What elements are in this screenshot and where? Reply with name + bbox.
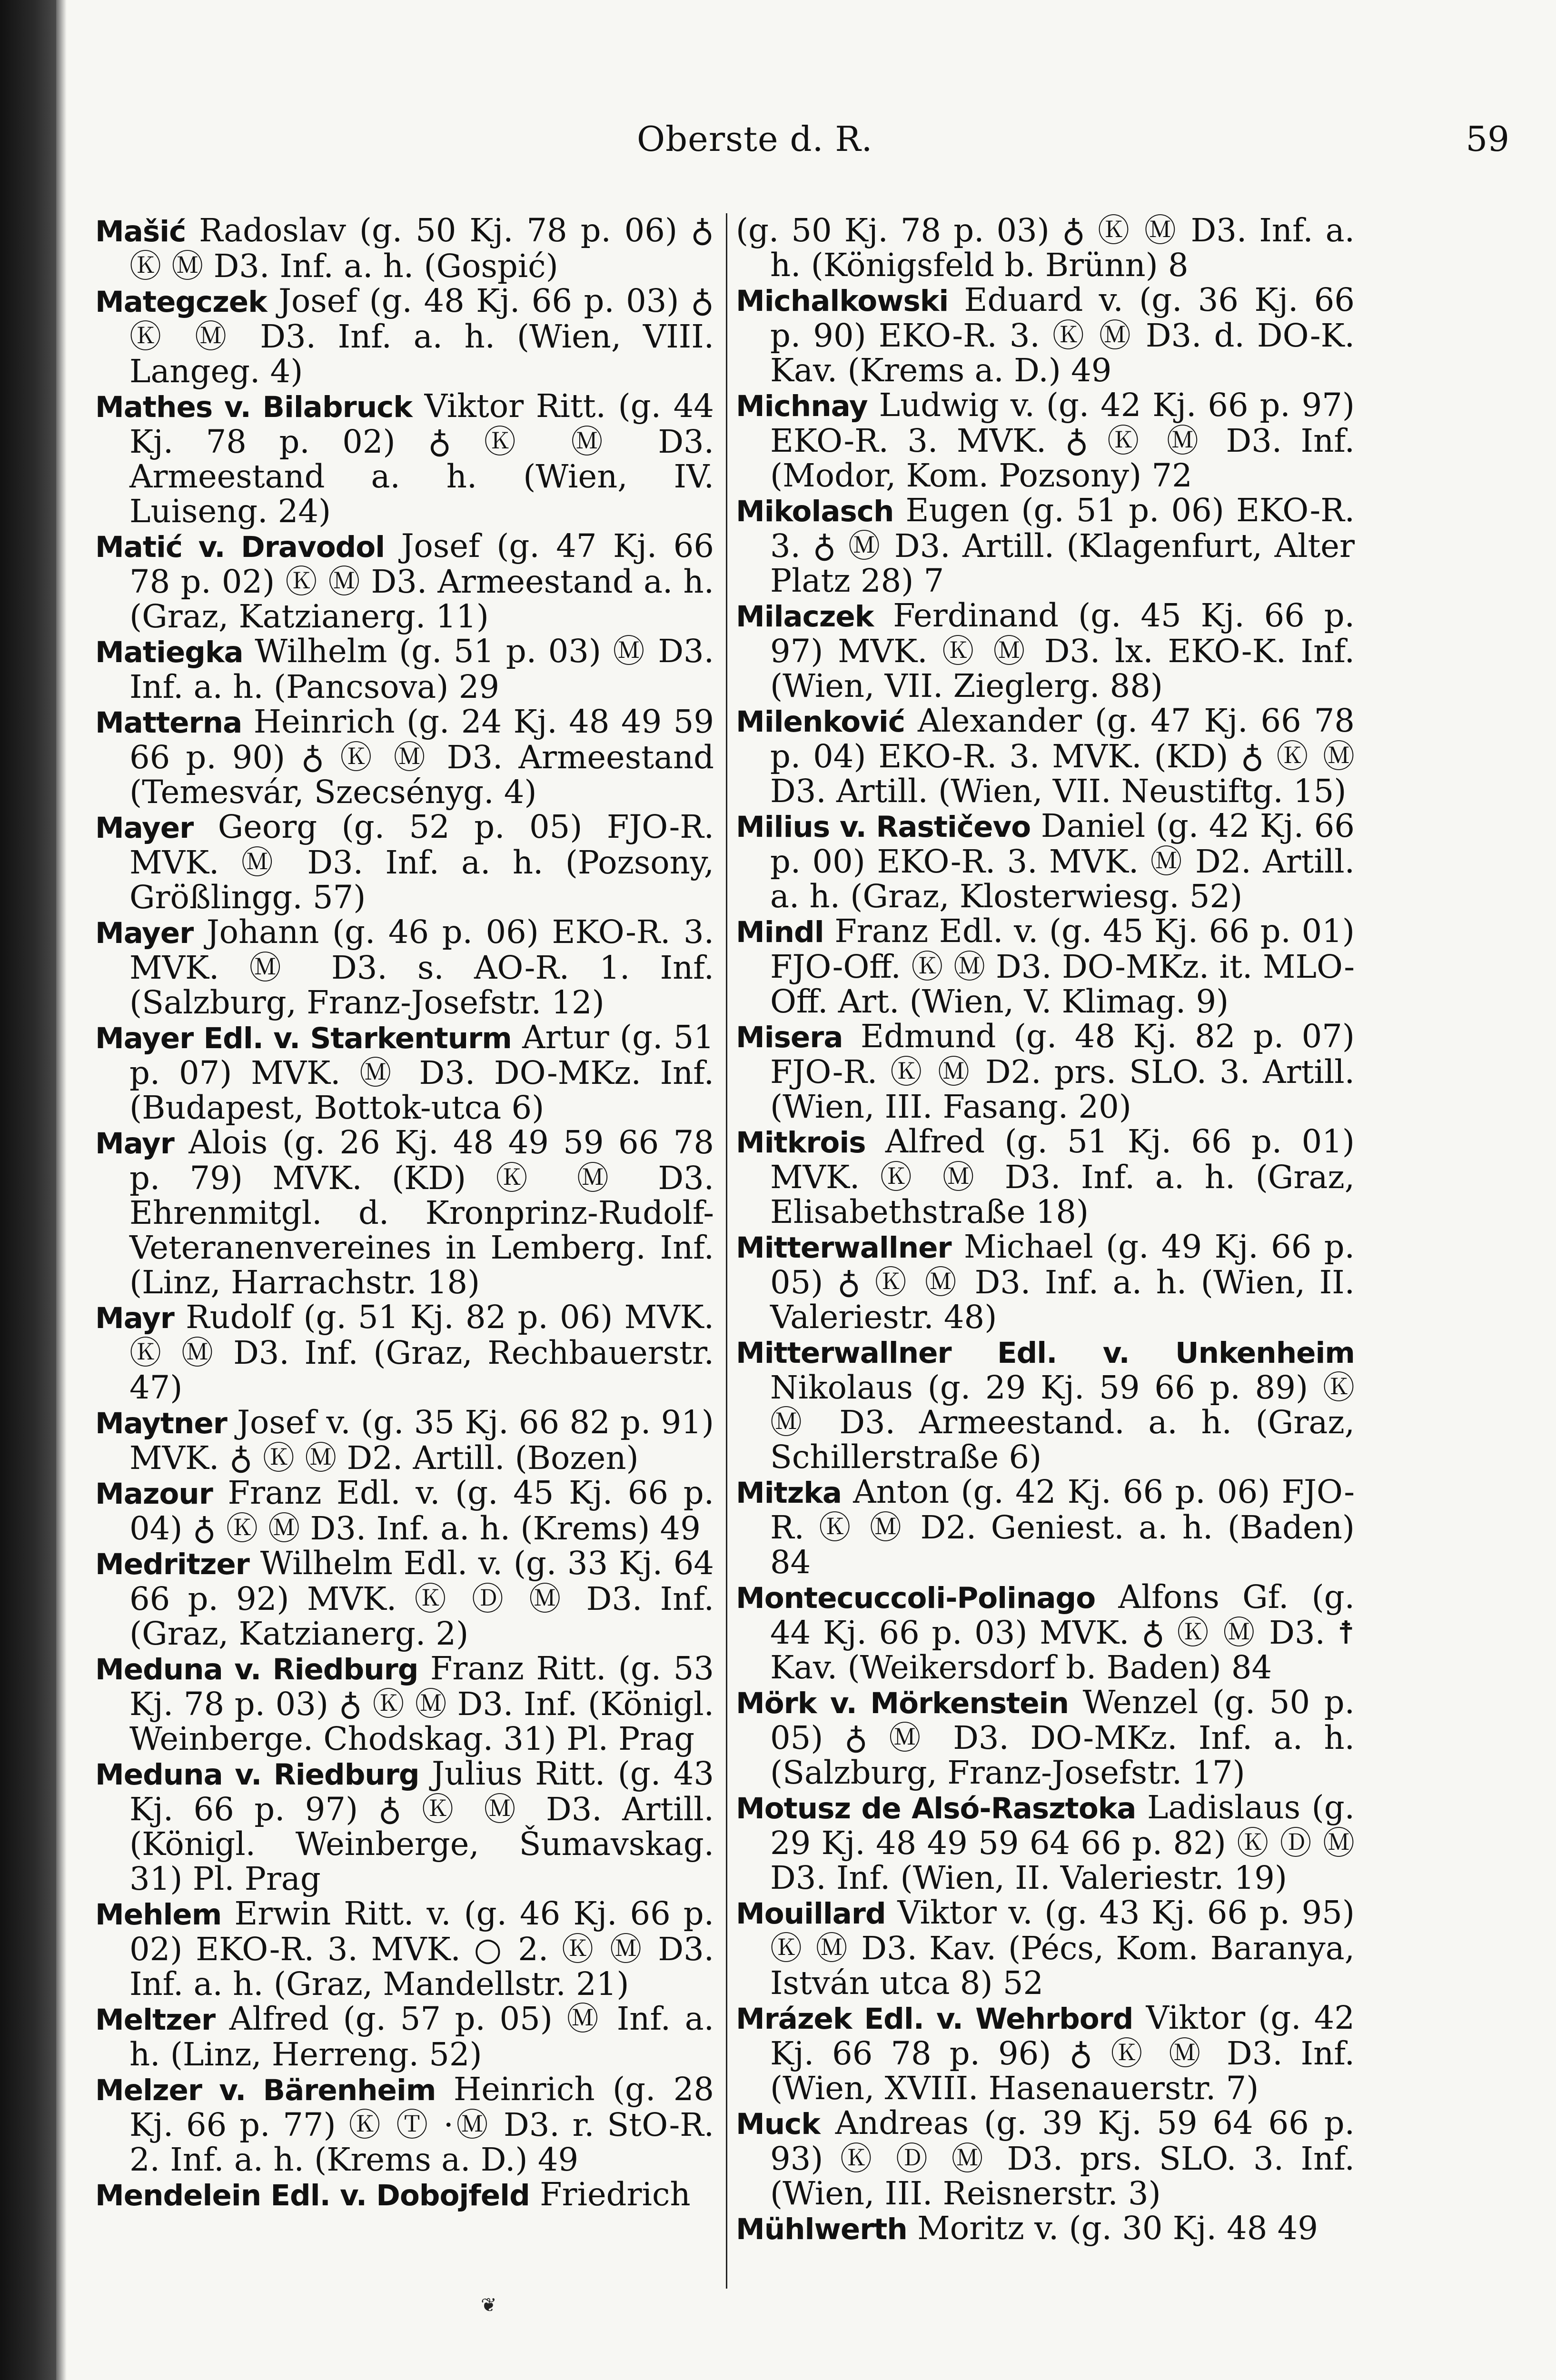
entry-name: Montecuccoli-Polinago <box>736 1581 1096 1615</box>
entry-name: Mehlem <box>95 1898 222 1932</box>
directory-entry <box>95 1125 714 1300</box>
entry-name: Maytner <box>95 1407 227 1440</box>
entry-name: Meduna v. Riedburg <box>95 1653 418 1686</box>
entry-name: Melzer v. Bärenheim <box>95 2073 436 2107</box>
entry-details: Ludwig v. (g. 42 Kj. 66 p. 97) EKO-R. 3. MVK. ♁ Ⓚ Ⓜ D3. Inf. (Modor, Kom. Pozsony) 72 <box>770 387 1355 494</box>
entry-details: Ferdinand (g. 45 Kj. 66 p. 97) MVK. Ⓚ Ⓜ D3. lx. EKO-K. Inf. (Wien, VII. Zieglerg. 88) <box>770 597 1355 704</box>
entry-details: Viktor v. (g. 43 Kj. 66 p. 95) Ⓚ Ⓜ D3. Kav. (Pécs, Kom. Baranya, István utca 8) 52 <box>770 1894 1355 2002</box>
entry-details: Georg (g. 52 p. 05) FJO-R. MVK. Ⓜ D3. Inf. a. h. (Pozsony, Größlingg. 57) <box>129 808 714 916</box>
directory-entry <box>736 1230 1355 1335</box>
entry-details: Viktor Ritt. (g. 44 Kj. 78 p. 02) ♁ Ⓚ Ⓜ D3. Armeestand a. h. (Wien, IV. Luiseng. 24) <box>129 387 714 530</box>
entry-details: Franz Edl. v. (g. 45 Kj. 66 p. 04) ♁ Ⓚ Ⓜ D3. Inf. a. h. (Krems) 49 <box>129 1474 714 1547</box>
directory-entry <box>95 634 714 704</box>
directory-entry <box>736 1019 1355 1124</box>
entry-details: Rudolf (g. 51 Kj. 82 p. 06) MVK. Ⓚ Ⓜ D3. Inf. (Graz, Rechbauerstr. 47) <box>129 1299 714 1406</box>
left-column <box>95 213 714 2213</box>
entry-details: Daniel (g. 42 Kj. 66 p. 00) EKO-R. 3. MVK. Ⓜ D2. Artill. a. h. (Graz, Klosterwiesg. 52) <box>770 807 1355 915</box>
entry-name: Milaczek <box>736 600 874 634</box>
page-number: 59 <box>1466 119 1509 159</box>
directory-entry <box>736 1124 1355 1230</box>
entry-details: Radoslav (g. 50 Kj. 78 p. 06) ♁ Ⓚ Ⓜ D3. Inf. a. h. (Gospić) <box>129 212 714 285</box>
entry-name: Mitterwallner Edl. v. Unkenheim <box>736 1336 1355 1370</box>
directory-entry <box>95 389 714 529</box>
entry-name: Mayer Edl. v. Starkenturm <box>95 1021 512 1055</box>
entry-details: Alfons Gf. (g. 44 Kj. 66 p. 03) MVK. ♁ Ⓚ Ⓜ D3. ☨ Kav. (Weikersdorf b. Baden) 84 <box>770 1578 1355 1686</box>
directory-entry <box>736 1475 1355 1580</box>
entry-name: Mikolasch <box>736 495 894 528</box>
entry-details: Wilhelm Edl. v. (g. 33 Kj. 64 66 p. 92) MVK. Ⓚ Ⓓ Ⓜ D3. Inf. (Graz, Katzianerg. 2) <box>129 1545 714 1652</box>
entry-name: Mindl <box>736 915 824 949</box>
directory-entry <box>736 704 1355 809</box>
directory-entry <box>736 809 1355 914</box>
directory-entry <box>736 2106 1355 2211</box>
entry-name: Meduna v. Riedburg <box>95 1758 419 1792</box>
entry-name: Misera <box>736 1021 843 1054</box>
directory-entry <box>736 1580 1355 1685</box>
entry-name: Mayer <box>95 811 194 845</box>
entry-name: Mitkrois <box>736 1126 866 1160</box>
entry-name: Mayr <box>95 1301 174 1335</box>
directory-entry <box>736 1790 1355 1895</box>
entry-name: Michnay <box>736 389 868 423</box>
entry-name: Matiegka <box>95 635 243 669</box>
entry-details: Josef v. (g. 35 Kj. 66 82 p. 91) MVK. ♁ Ⓚ Ⓜ D2. Artill. (Bozen) <box>129 1404 714 1477</box>
entry-name: Mitterwallner <box>736 1231 951 1265</box>
right-column <box>736 213 1355 2247</box>
directory-entry <box>95 915 714 1020</box>
entry-details: Friedrich <box>529 2176 691 2213</box>
entry-name: Motusz de Alsó-Rasztoka <box>736 1792 1136 1825</box>
entry-name: Mayr <box>95 1127 174 1160</box>
directory-entry <box>736 1895 1355 2001</box>
directory-entry <box>95 1651 714 1756</box>
entry-name: Mühlwerth <box>736 2212 907 2246</box>
entry-details: Wenzel (g. 50 p. 05) ♁ Ⓜ D3. DO-MKz. Inf. a. h. (Salzburg, Franz-Josefstr. 17) <box>770 1684 1355 1791</box>
directory-entry <box>95 284 714 389</box>
entry-name: Matić v. Dravodol <box>95 530 385 564</box>
entry-details: Anton (g. 42 Kj. 66 p. 06) FJO-R. Ⓚ Ⓜ D2. Geniest. a. h. (Baden) 84 <box>770 1473 1355 1581</box>
directory-entry <box>95 1300 714 1405</box>
entry-details: Andreas (g. 39 Kj. 59 64 66 p. 93) Ⓚ Ⓓ Ⓜ D3. prs. SLO. 3. Inf. (Wien, III. Reisnerstr. 3) <box>770 2104 1355 2212</box>
directory-entry <box>95 810 714 915</box>
page-header <box>95 119 1556 176</box>
directory-entry <box>736 283 1355 388</box>
entry-details: Alfred (g. 51 Kj. 66 p. 01) MVK. Ⓚ Ⓜ D3. Inf. a. h. (Graz, Elisabethstraße 18) <box>770 1123 1355 1230</box>
entry-details: Moritz v. (g. 30 Kj. 48 49 <box>907 2210 1318 2247</box>
entry-details: Alexander (g. 47 Kj. 66 78 p. 04) EKO-R. 3. MVK. (KD) ♁ Ⓚ Ⓜ D3. Artill. (Wien, VII. Neustiftg. 15) <box>770 702 1355 810</box>
entry-details: Edmund (g. 48 Kj. 82 p. 07) FJO-R. Ⓚ Ⓜ D2. prs. SLO. 3. Artill. (Wien, III. Fasang. 20) <box>770 1018 1355 1125</box>
entry-details: Franz Edl. v. (g. 45 Kj. 66 p. 01) FJO-Off. Ⓚ Ⓜ D3. DO-MKz. it. MLO-Off. Art. (Wien, V. Klimag. 9) <box>770 912 1355 1020</box>
entry-name: Mategczek <box>95 285 267 319</box>
printer-ornament: ❦ <box>481 2294 497 2316</box>
directory-entry <box>95 1476 714 1546</box>
directory-entry <box>95 2177 714 2213</box>
entry-details: Alfred (g. 57 p. 05) Ⓜ Inf. a. h. (Linz, Herreng. 52) <box>129 2000 714 2073</box>
entry-details: Josef (g. 48 Kj. 66 p. 03) ♁ Ⓚ Ⓜ D3. Inf. a. h. (Wien, VIII. Langeg. 4) <box>129 282 714 390</box>
directory-entry <box>95 1020 714 1125</box>
directory-entry <box>95 1546 714 1651</box>
entry-name: Mazour <box>95 1477 213 1511</box>
entry-details: Viktor (g. 42 Kj. 66 78 p. 96) ♁ Ⓚ Ⓜ D3. Inf. (Wien, XVIII. Hasenauerstr. 7) <box>770 1999 1355 2107</box>
directory-entry <box>736 914 1355 1019</box>
entry-name: Milius v. Rastičevo <box>736 810 1031 844</box>
entry-details: Erwin Ritt. v. (g. 46 Kj. 66 p. 02) EKO-R. 3. MVK. ○ 2. Ⓚ Ⓜ D3. Inf. a. h. (Graz, Mandellstr. 21) <box>129 1895 714 2003</box>
entry-name: Medritzer <box>95 1547 249 1581</box>
entry-name: Mašić <box>95 215 186 248</box>
entry-details: Eduard v. (g. 36 Kj. 66 p. 90) EKO-R. 3. Ⓚ Ⓜ D3. d. DO-K. Kav. (Krems a. D.) 49 <box>770 281 1355 389</box>
directory-entry <box>95 2002 714 2072</box>
entry-details: Heinrich (g. 28 Kj. 66 p. 77) Ⓚ Ⓣ ·Ⓜ D3. r. StO-R. 2. Inf. a. h. (Krems a. D.) 49 <box>129 2071 714 2178</box>
entry-details: Heinrich (g. 24 Kj. 48 49 59 66 p. 90) ♁ Ⓚ Ⓜ D3. Armeestand (Temesvár, Szecsényg. 4) <box>129 703 714 811</box>
entry-details: Franz Ritt. (g. 53 Kj. 78 p. 03) ♁ Ⓚ Ⓜ D3. Inf. (Königl. Weinberge. Chodskag. 31) Pl. Prag <box>129 1650 714 1757</box>
entry-details: Johann (g. 46 p. 06) EKO-R. 3. MVK. Ⓜ D3. s. AO-R. 1. Inf. (Salzburg, Franz-Josefstr. 12) <box>129 913 714 1021</box>
directory-entry <box>95 213 714 284</box>
entry-name: Michalkowski <box>736 284 949 318</box>
directory-entry <box>736 598 1355 704</box>
entry-details: Wilhelm (g. 51 p. 03) Ⓜ D3. Inf. a. h. (Pancsova) 29 <box>129 633 714 705</box>
entry-details: (g. 50 Kj. 78 p. 03) ♁ Ⓚ Ⓜ D3. Inf. a. h. (Königsfeld b. Brünn) 8 <box>736 212 1355 284</box>
running-title: Oberste d. R. <box>637 119 873 159</box>
entry-details: Ladislaus (g. 29 Kj. 48 49 59 64 66 p. 82) Ⓚ Ⓓ Ⓜ D3. Inf. (Wien, II. Valeriestr. 19) <box>770 1789 1355 1896</box>
directory-entry <box>95 2072 714 2177</box>
page-binding-shadow <box>56 0 67 2380</box>
directory-entry <box>95 1756 714 1896</box>
directory-entry <box>736 2001 1355 2106</box>
entry-details: Nikolaus (g. 29 Kj. 59 66 p. 89) Ⓚ Ⓜ D3. Armeestand. a. h. (Graz, Schillerstraße 6) <box>770 1369 1355 1476</box>
directory-entry <box>736 493 1355 598</box>
entry-details: Michael (g. 49 Kj. 66 p. 05) ♁ Ⓚ Ⓜ D3. Inf. a. h. (Wien, II. Valeriestr. 48) <box>770 1228 1355 1336</box>
directory-entry <box>736 1335 1355 1475</box>
directory-entry <box>736 213 1355 283</box>
directory-entry <box>95 1405 714 1476</box>
entry-name: Mouillard <box>736 1897 886 1931</box>
entry-name: Mendelein Edl. v. Dobojfeld <box>95 2179 530 2212</box>
entry-details: Artur (g. 51 p. 07) MVK. Ⓜ D3. DO-MKz. Inf. (Budapest, Bottok-utca 6) <box>129 1019 714 1126</box>
entry-name: Milenković <box>736 705 905 739</box>
entry-details: Eugen (g. 51 p. 06) EKO-R. 3. ♁ Ⓜ D3. Artill. (Klagenfurt, Alter Platz 28) 7 <box>770 492 1355 599</box>
entry-name: Meltzer <box>95 2003 216 2037</box>
directory-entry <box>736 388 1355 493</box>
directory-entry <box>736 1685 1355 1790</box>
entry-name: Mitzka <box>736 1476 842 1510</box>
directory-entry <box>736 2211 1355 2247</box>
entry-name: Mathes v. Bilabruck <box>95 390 412 424</box>
directory-entry <box>95 704 714 810</box>
entry-name: Mayer <box>95 916 194 950</box>
entry-details: Julius Ritt. (g. 43 Kj. 66 p. 97) ♁ Ⓚ Ⓜ D3. Artill. (Königl. Weinberge, Šumavskag. 31) Pl. Prag <box>129 1755 714 1897</box>
entry-name: Mörk v. Mörkenstein <box>736 1686 1069 1720</box>
entry-name: Matterna <box>95 706 242 740</box>
directory-entry <box>95 1896 714 2002</box>
entry-name: Muck <box>736 2107 820 2141</box>
entry-name: Mrázek Edl. v. Wehrbord <box>736 2002 1133 2036</box>
scan-background-edge <box>0 0 56 2380</box>
directory-entry <box>95 529 714 634</box>
column-divider <box>726 213 727 2289</box>
entry-details: Alois (g. 26 Kj. 48 49 59 66 78 p. 79) MVK. (KD) Ⓚ Ⓜ D3. Ehrenmitgl. d. Kronprinz-Rudolf-Veteranenvereines in Lemberg. Inf. (Linz, Harrachstr. 18) <box>129 1124 714 1301</box>
entry-details: Josef (g. 47 Kj. 66 78 p. 02) Ⓚ Ⓜ D3. Armeestand a. h. (Graz, Katzianerg. 11) <box>129 527 714 635</box>
